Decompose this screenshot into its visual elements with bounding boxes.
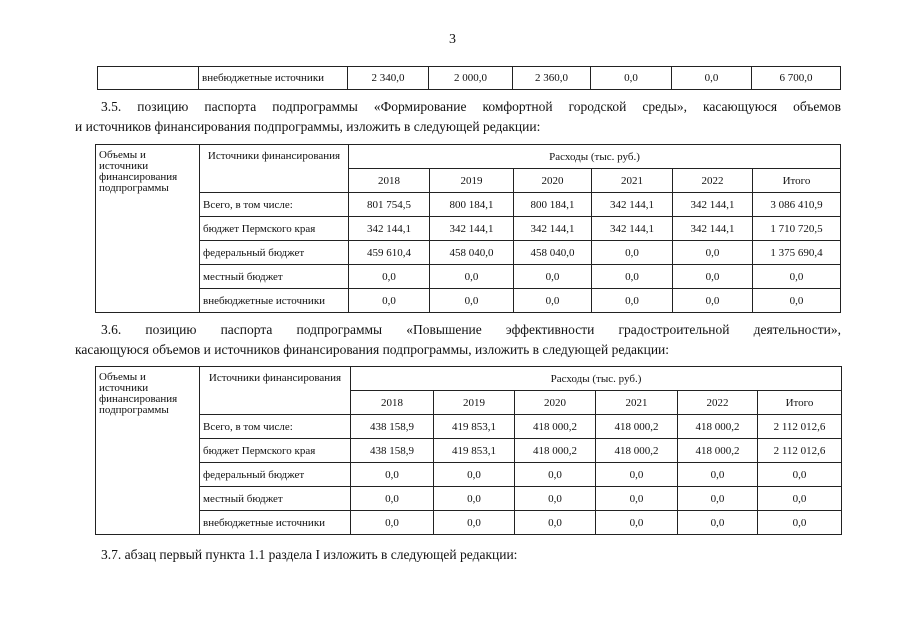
value-cell: 0,0 bbox=[515, 463, 596, 487]
value-cell: 0,0 bbox=[515, 511, 596, 535]
year-header: 2021 bbox=[592, 169, 673, 193]
year-header: 2022 bbox=[678, 391, 758, 415]
value-cell: 801 754,5 bbox=[349, 193, 430, 217]
value-cell: 0,0 bbox=[351, 487, 434, 511]
value-cell: 418 000,2 bbox=[515, 415, 596, 439]
table-header-row bbox=[96, 367, 842, 391]
table-row bbox=[96, 217, 841, 241]
value-cell: 418 000,2 bbox=[596, 415, 678, 439]
value-cell: 0,0 bbox=[596, 487, 678, 511]
value-cell: 3 086 410,9 bbox=[753, 193, 841, 217]
year-header: 2019 bbox=[434, 391, 515, 415]
value-cell: 0,0 bbox=[514, 289, 592, 313]
value-cell: 0,0 bbox=[678, 487, 758, 511]
value-cell: 2 112 012,6 bbox=[758, 415, 842, 439]
value-cell: 0,0 bbox=[434, 463, 515, 487]
year-header: 2020 bbox=[515, 391, 596, 415]
value-cell: 0,0 bbox=[673, 241, 753, 265]
paragraph-line: 3.5. позицию паспорта подпрограммы «Формирование комфортной городской среды», касающуюся объемов bbox=[101, 99, 841, 114]
value-cell: 458 040,0 bbox=[514, 241, 592, 265]
value-cell: 0,0 bbox=[592, 289, 673, 313]
source-cell: местный бюджет bbox=[200, 265, 349, 289]
value-cell: 0,0 bbox=[753, 265, 841, 289]
value-cell: 342 144,1 bbox=[349, 217, 430, 241]
value-cell: 800 184,1 bbox=[514, 193, 592, 217]
value-cell: 342 144,1 bbox=[592, 193, 673, 217]
value-cell: 0,0 bbox=[753, 289, 841, 313]
table-row bbox=[96, 463, 842, 487]
source-cell: внебюджетные источники bbox=[200, 289, 349, 313]
source-cell: бюджет Пермского края bbox=[200, 439, 351, 463]
value-cell: 1 375 690,4 bbox=[753, 241, 841, 265]
year-header: 2020 bbox=[514, 169, 592, 193]
value-cell: 0,0 bbox=[591, 67, 672, 90]
table-row bbox=[96, 415, 842, 439]
table-row bbox=[96, 241, 841, 265]
value-cell: 0,0 bbox=[349, 289, 430, 313]
paragraph-3-7 bbox=[101, 545, 841, 565]
value-cell: 2 000,0 bbox=[429, 67, 513, 90]
source-cell: внебюджетные источники bbox=[199, 67, 348, 90]
paragraph-line: касающуюся объемов и источников финансирования подпрограммы, изложить в следующей редакции: bbox=[75, 342, 670, 357]
value-cell: 438 158,9 bbox=[351, 439, 434, 463]
value-cell: 459 610,4 bbox=[349, 241, 430, 265]
value-cell: 342 144,1 bbox=[673, 217, 753, 241]
value-cell: 418 000,2 bbox=[515, 439, 596, 463]
value-cell: 0,0 bbox=[596, 511, 678, 535]
value-cell: 800 184,1 bbox=[430, 193, 514, 217]
year-header: 2022 bbox=[673, 169, 753, 193]
value-cell: 418 000,2 bbox=[678, 415, 758, 439]
value-cell: 342 144,1 bbox=[514, 217, 592, 241]
value-cell: 458 040,0 bbox=[430, 241, 514, 265]
value-cell: 0,0 bbox=[672, 67, 752, 90]
value-cell: 0,0 bbox=[758, 487, 842, 511]
value-cell: 342 144,1 bbox=[430, 217, 514, 241]
value-cell: 6 700,0 bbox=[752, 67, 841, 90]
table-row bbox=[98, 67, 841, 90]
continuation-table bbox=[97, 66, 841, 90]
value-cell: 0,0 bbox=[434, 511, 515, 535]
year-header: 2018 bbox=[349, 169, 430, 193]
source-cell: Всего, в том числе: bbox=[200, 415, 351, 439]
value-cell: 1 710 720,5 bbox=[753, 217, 841, 241]
value-cell: 0,0 bbox=[514, 265, 592, 289]
source-cell: бюджет Пермского края bbox=[200, 217, 349, 241]
value-cell: 0,0 bbox=[678, 463, 758, 487]
table-row bbox=[96, 511, 842, 535]
value-cell: 0,0 bbox=[592, 241, 673, 265]
value-cell: 0,0 bbox=[596, 463, 678, 487]
sources-header: Источники финансирования bbox=[200, 145, 349, 193]
table-row bbox=[96, 193, 841, 217]
value-cell: 0,0 bbox=[430, 265, 514, 289]
paragraph-line: 3.6. позицию паспорта подпрограммы «Повышение эффективности градостроительной деятельности», bbox=[101, 322, 841, 337]
value-cell: 438 158,9 bbox=[351, 415, 434, 439]
table-header-row bbox=[96, 145, 841, 169]
value-cell: 418 000,2 bbox=[678, 439, 758, 463]
source-cell: местный бюджет bbox=[200, 487, 351, 511]
table-row bbox=[96, 265, 841, 289]
source-cell: Всего, в том числе: bbox=[200, 193, 349, 217]
paragraph-3-6 bbox=[75, 320, 841, 360]
value-cell: 0,0 bbox=[673, 265, 753, 289]
value-cell: 2 340,0 bbox=[348, 67, 429, 90]
source-cell: федеральный бюджет bbox=[200, 241, 349, 265]
value-cell: 0,0 bbox=[349, 265, 430, 289]
paragraph-3-5 bbox=[75, 97, 841, 137]
value-cell: 0,0 bbox=[515, 487, 596, 511]
value-cell: 0,0 bbox=[434, 487, 515, 511]
value-cell: 0,0 bbox=[758, 511, 842, 535]
financing-table-3-6 bbox=[95, 366, 842, 535]
sources-header: Источники финансирования bbox=[200, 367, 351, 415]
value-cell: 0,0 bbox=[430, 289, 514, 313]
total-header: Итого bbox=[758, 391, 842, 415]
value-cell: 0,0 bbox=[758, 463, 842, 487]
value-cell: 0,0 bbox=[351, 511, 434, 535]
table-row bbox=[96, 289, 841, 313]
paragraph-line: и источников финансирования подпрограммы, изложить в следующей редакции: bbox=[75, 119, 541, 134]
program-volume-header: Объемы и источники финансирования подпрограммы bbox=[96, 367, 200, 535]
value-cell: 342 144,1 bbox=[592, 217, 673, 241]
paragraph-line: 3.7. абзац первый пункта 1.1 раздела I изложить в следующей редакции: bbox=[101, 547, 518, 562]
value-cell: 2 112 012,6 bbox=[758, 439, 842, 463]
program-volume-header: Объемы и источники финансирования подпрограммы bbox=[96, 145, 200, 313]
value-cell: 2 360,0 bbox=[513, 67, 591, 90]
table-row bbox=[96, 487, 842, 511]
financing-table-3-5 bbox=[95, 144, 841, 313]
value-cell: 0,0 bbox=[592, 265, 673, 289]
value-cell: 419 853,1 bbox=[434, 415, 515, 439]
expenses-header: Расходы (тыс. руб.) bbox=[349, 145, 841, 169]
year-header: 2021 bbox=[596, 391, 678, 415]
expenses-header: Расходы (тыс. руб.) bbox=[351, 367, 842, 391]
year-header: 2018 bbox=[351, 391, 434, 415]
value-cell: 419 853,1 bbox=[434, 439, 515, 463]
table-cell bbox=[98, 67, 199, 90]
total-header: Итого bbox=[753, 169, 841, 193]
source-cell: федеральный бюджет bbox=[200, 463, 351, 487]
source-cell: внебюджетные источники bbox=[200, 511, 351, 535]
year-header: 2019 bbox=[430, 169, 514, 193]
value-cell: 418 000,2 bbox=[596, 439, 678, 463]
value-cell: 0,0 bbox=[673, 289, 753, 313]
value-cell: 342 144,1 bbox=[673, 193, 753, 217]
page-number: 3 bbox=[449, 32, 456, 47]
table-row bbox=[96, 439, 842, 463]
value-cell: 0,0 bbox=[678, 511, 758, 535]
value-cell: 0,0 bbox=[351, 463, 434, 487]
